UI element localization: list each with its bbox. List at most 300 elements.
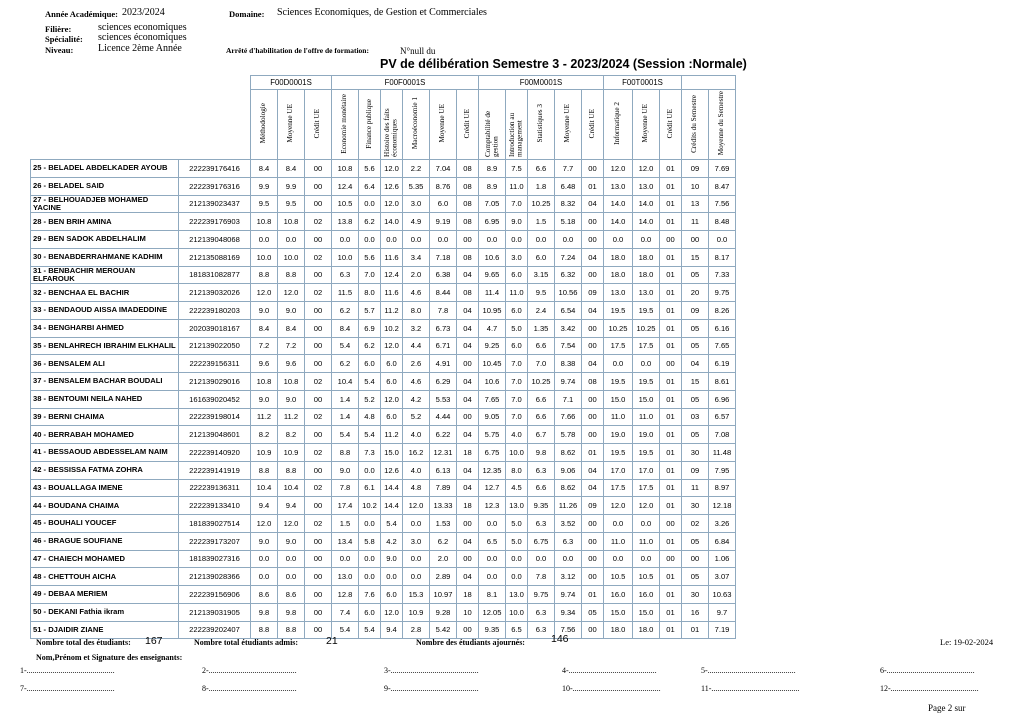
grade-cell: 8.4: [251, 160, 278, 178]
grade-cell: 10.56: [555, 284, 582, 302]
grade-cell: 7.05: [479, 195, 506, 213]
grade-cell: 0.0: [359, 515, 381, 533]
grade-cell: 8.2: [251, 426, 278, 444]
niveau-label: Niveau:: [45, 45, 74, 55]
grade-cell: 0.0: [359, 550, 381, 568]
grade-cell: 0.0: [332, 231, 359, 249]
grade-cell: 6.54: [555, 302, 582, 320]
grade-cell: 11.4: [479, 284, 506, 302]
grade-cell: 18: [457, 497, 479, 515]
student-name: 26 - BELADEL SAID: [31, 177, 179, 195]
grade-cell: 12.3: [479, 497, 506, 515]
table-row: [31, 479, 736, 497]
grade-cell: 0.0: [709, 231, 736, 249]
grade-cell: 5.6: [359, 248, 381, 266]
grade-cell: 11.0: [506, 177, 528, 195]
annee-label: Année Académique:: [45, 9, 118, 19]
grade-cell: 12.05: [479, 603, 506, 621]
grade-cell: 6.2: [332, 355, 359, 373]
grade-cell: 6.3: [555, 532, 582, 550]
grade-cell: 6.3: [528, 603, 555, 621]
grade-cell: 12.4: [381, 266, 403, 284]
grade-cell: 6.57: [709, 408, 736, 426]
grade-cell: 0.0: [604, 550, 633, 568]
grade-cell: 8.4: [278, 319, 305, 337]
table-row: [31, 195, 736, 213]
grade-cell: 00: [457, 355, 479, 373]
student-matricule: 222239133410: [179, 497, 251, 515]
grade-cell: 12.0: [278, 284, 305, 302]
student-name: 36 - BENSALEM ALI: [31, 355, 179, 373]
grade-cell: 5.4: [381, 515, 403, 533]
grade-cell: 13.0: [604, 177, 633, 195]
grade-cell: 13.4: [332, 532, 359, 550]
grade-cell: 0.0: [555, 550, 582, 568]
signature-line: 4-............................................: [562, 666, 657, 675]
grade-cell: 18.0: [604, 621, 633, 639]
table-row: [31, 408, 736, 426]
table-row: [31, 248, 736, 266]
grade-cell: 05: [682, 532, 709, 550]
arrete-label: Arrêté d'habilitation de l'offre de formation:: [226, 46, 369, 55]
table-row: [31, 568, 736, 586]
grade-cell: 7.8: [528, 568, 555, 586]
grade-cell: 1.5: [528, 213, 555, 231]
signature-line: 11-............................................: [701, 684, 800, 693]
grade-cell: 19.5: [633, 302, 660, 320]
grade-cell: 11.2: [381, 426, 403, 444]
grade-cell: 0.0: [604, 515, 633, 533]
grade-cell: 7.2: [278, 337, 305, 355]
grade-cell: 10.0: [278, 248, 305, 266]
grade-cell: 11: [682, 213, 709, 231]
grade-cell: 6.6: [528, 479, 555, 497]
filiere-value: sciences economiques: [98, 22, 187, 33]
signature-line: 3-............................................: [384, 666, 479, 675]
column-header: [709, 90, 736, 160]
grade-cell: 01: [660, 621, 682, 639]
grade-cell: 00: [305, 603, 332, 621]
grade-cell: 16.0: [633, 586, 660, 604]
grade-cell: 8.4: [332, 319, 359, 337]
grade-cell: 08: [457, 160, 479, 178]
grade-cell: 00: [457, 515, 479, 533]
grade-cell: 7.69: [709, 160, 736, 178]
grade-cell: 03: [682, 408, 709, 426]
grade-cell: 2.8: [403, 621, 430, 639]
grade-cell: 12.7: [479, 479, 506, 497]
student-name: 32 - BENCHAA EL BACHIR: [31, 284, 179, 302]
grade-cell: 4.2: [381, 532, 403, 550]
grade-cell: 6.19: [709, 355, 736, 373]
column-header-label: Crédit UE: [462, 108, 471, 139]
grade-cell: 0.0: [555, 231, 582, 249]
grade-cell: 10.9: [403, 603, 430, 621]
grade-cell: 0.0: [506, 231, 528, 249]
grade-cell: 10.8: [332, 160, 359, 178]
grade-cell: 10.8: [251, 373, 278, 391]
grade-cell: 14.0: [604, 213, 633, 231]
column-header-label: Finance publique: [364, 98, 373, 149]
column-header: [457, 90, 479, 160]
grade-cell: 00: [305, 568, 332, 586]
grade-cell: 5.2: [403, 408, 430, 426]
grade-cell: 13.0: [633, 177, 660, 195]
grade-cell: 12.0: [633, 160, 660, 178]
grade-cell: 09: [682, 160, 709, 178]
grade-cell: 8.48: [709, 213, 736, 231]
table-row: [31, 160, 736, 178]
grade-cell: 14.4: [381, 479, 403, 497]
grade-cell: 10.25: [633, 319, 660, 337]
grade-cell: 8.6: [278, 586, 305, 604]
grade-cell: 00: [457, 621, 479, 639]
student-matricule: 212139031905: [179, 603, 251, 621]
grade-cell: 6.9: [359, 319, 381, 337]
grade-cell: 00: [582, 550, 604, 568]
specialite-value: sciences économiques: [98, 32, 187, 43]
grade-cell: 7.8: [332, 479, 359, 497]
grade-cell: 9.05: [479, 408, 506, 426]
grade-cell: 7.08: [709, 426, 736, 444]
grade-cell: 19.5: [633, 373, 660, 391]
grade-cell: 11.5: [332, 284, 359, 302]
grade-cell: 20: [682, 284, 709, 302]
grade-cell: 0.0: [479, 550, 506, 568]
column-header: [506, 90, 528, 160]
grade-cell: 18: [457, 586, 479, 604]
column-header-label: Moyenne UE: [641, 104, 650, 143]
grade-cell: 16: [682, 603, 709, 621]
grade-cell: 3.4: [403, 248, 430, 266]
grade-cell: 18.0: [633, 248, 660, 266]
grade-cell: 8.0: [506, 461, 528, 479]
grade-cell: 05: [682, 568, 709, 586]
grade-cell: 12.0: [403, 497, 430, 515]
grade-cell: 0.0: [479, 568, 506, 586]
grade-cell: 7.0: [528, 355, 555, 373]
grade-cell: 01: [660, 373, 682, 391]
grade-cell: 11.0: [506, 284, 528, 302]
column-header-label: Comptabilité de gestion: [483, 110, 499, 157]
grade-cell: 1.35: [528, 319, 555, 337]
grade-cell: 4.6: [403, 284, 430, 302]
grade-cell: 0.0: [633, 515, 660, 533]
grade-cell: 0.0: [604, 355, 633, 373]
grade-cell: 30: [682, 497, 709, 515]
grade-cell: 12.31: [430, 444, 457, 462]
grade-cell: 9.0: [251, 302, 278, 320]
student-matricule: 212139023437: [179, 195, 251, 213]
grade-cell: 00: [582, 515, 604, 533]
grade-cell: 1.8: [528, 177, 555, 195]
grade-cell: 01: [660, 444, 682, 462]
grade-cell: 12.0: [381, 337, 403, 355]
grade-cell: 4.4: [403, 337, 430, 355]
grade-cell: 00: [660, 550, 682, 568]
grade-cell: 12.0: [381, 390, 403, 408]
student-matricule: 222239198014: [179, 408, 251, 426]
grade-cell: 8.38: [555, 355, 582, 373]
student-matricule: 202039018167: [179, 319, 251, 337]
student-matricule: 222239140920: [179, 444, 251, 462]
grade-cell: 13.0: [604, 284, 633, 302]
grade-cell: 7.6: [359, 586, 381, 604]
grade-cell: 10.8: [278, 213, 305, 231]
grade-cell: 14.0: [633, 195, 660, 213]
grade-cell: 08: [457, 195, 479, 213]
grade-cell: 7.0: [506, 373, 528, 391]
column-header: [359, 90, 381, 160]
grade-cell: 6.7: [528, 426, 555, 444]
domaine-label: Domaine:: [229, 9, 265, 19]
column-header: [660, 90, 682, 160]
grade-cell: 04: [582, 302, 604, 320]
grade-cell: 0.0: [278, 568, 305, 586]
grade-cell: 02: [305, 408, 332, 426]
grade-cell: 0.0: [278, 231, 305, 249]
grade-cell: 0.0: [403, 231, 430, 249]
grade-cell: 10: [682, 177, 709, 195]
grade-cell: 5.4: [332, 337, 359, 355]
grade-cell: 00: [582, 266, 604, 284]
grade-cell: 9.4: [251, 497, 278, 515]
column-header: [381, 90, 403, 160]
grade-cell: 10.2: [381, 319, 403, 337]
grade-cell: 10.25: [528, 373, 555, 391]
grade-cell: 10.8: [278, 373, 305, 391]
table-row: [31, 373, 736, 391]
ajournes-label: Nombre des étudiants ajournés:: [416, 638, 525, 647]
grade-cell: 00: [660, 515, 682, 533]
column-header-label: Moyenne UE: [438, 104, 447, 143]
grade-cell: 4.9: [403, 213, 430, 231]
grade-cell: 10.4: [251, 479, 278, 497]
grade-cell: 05: [682, 319, 709, 337]
grade-cell: 9.8: [528, 444, 555, 462]
grade-cell: 04: [457, 390, 479, 408]
filiere-label: Filière:: [45, 24, 72, 34]
grade-cell: 12.6: [381, 461, 403, 479]
grade-cell: 0.0: [633, 231, 660, 249]
specialite-label: Spécialité:: [45, 34, 83, 44]
student-matricule: 222239176316: [179, 177, 251, 195]
grade-cell: 10.63: [709, 586, 736, 604]
grade-cell: 5.4: [359, 373, 381, 391]
grade-cell: 00: [582, 621, 604, 639]
student-matricule: 212139032026: [179, 284, 251, 302]
grade-cell: 00: [582, 390, 604, 408]
grade-cell: 12.35: [479, 461, 506, 479]
grade-cell: 0.0: [403, 550, 430, 568]
grade-cell: 6.2: [359, 337, 381, 355]
grade-cell: 0.0: [251, 568, 278, 586]
group-header: F00F0001S: [332, 76, 479, 90]
student-name: 40 - BERRABAH MOHAMED: [31, 426, 179, 444]
total-value: 167: [145, 635, 163, 647]
column-header-label: Crédit UE: [313, 108, 322, 139]
grade-cell: 0.0: [633, 550, 660, 568]
grade-cell: 6.0: [381, 586, 403, 604]
student-matricule: 222239176416: [179, 160, 251, 178]
grade-cell: 4.91: [430, 355, 457, 373]
table-row: [31, 266, 736, 284]
grade-cell: 5.2: [359, 390, 381, 408]
grade-cell: 6.2: [430, 532, 457, 550]
column-header: [332, 90, 359, 160]
table-row: [31, 177, 736, 195]
grade-cell: 01: [660, 302, 682, 320]
grade-cell: 04: [457, 568, 479, 586]
grade-cell: 10.5: [604, 568, 633, 586]
blank-cell: [31, 76, 251, 90]
grade-cell: 12.0: [633, 497, 660, 515]
signature-line: 9-............................................: [384, 684, 479, 693]
grade-cell: 00: [305, 266, 332, 284]
grade-cell: 02: [682, 515, 709, 533]
student-matricule: 222239176903: [179, 213, 251, 231]
student-name: 44 - BOUDANA CHAIMA: [31, 497, 179, 515]
grade-cell: 6.84: [709, 532, 736, 550]
grade-cell: 3.07: [709, 568, 736, 586]
column-header-label: Crédit UE: [587, 108, 596, 139]
grade-cell: 9.4: [278, 497, 305, 515]
page-title: PV de délibération Semestre 3 - 2023/2024 (Session :Normale): [380, 57, 747, 71]
grade-cell: 9.9: [251, 177, 278, 195]
grade-cell: 8.61: [709, 373, 736, 391]
grade-cell: 8.8: [251, 266, 278, 284]
grade-cell: 00: [305, 497, 332, 515]
grade-cell: 04: [582, 461, 604, 479]
grade-cell: 19.0: [604, 426, 633, 444]
grade-cell: 3.2: [403, 319, 430, 337]
table-row: [31, 231, 736, 249]
grade-cell: 9.5: [528, 284, 555, 302]
grade-cell: 6.5: [479, 532, 506, 550]
admis-label: Nombre total étudiants admis:: [194, 638, 299, 647]
grade-cell: 00: [305, 160, 332, 178]
student-name: 47 - CHAIECH MOHAMED: [31, 550, 179, 568]
grade-cell: 3.42: [555, 319, 582, 337]
grade-cell: 12.0: [604, 497, 633, 515]
grade-cell: 14.0: [633, 213, 660, 231]
grade-cell: 00: [305, 621, 332, 639]
grade-cell: 18.0: [604, 248, 633, 266]
grade-cell: 4.6: [403, 373, 430, 391]
grade-cell: 4.8: [403, 479, 430, 497]
grade-cell: 6.29: [430, 373, 457, 391]
student-matricule: 222239202407: [179, 621, 251, 639]
grade-cell: 4.0: [506, 426, 528, 444]
grade-cell: 12.0: [381, 195, 403, 213]
grade-cell: 9.34: [555, 603, 582, 621]
grade-cell: 13.0: [506, 586, 528, 604]
grade-cell: 11.2: [251, 408, 278, 426]
grade-cell: 4.8: [359, 408, 381, 426]
grade-cell: 01: [660, 408, 682, 426]
grade-cell: 19.0: [633, 426, 660, 444]
grade-cell: 3.26: [709, 515, 736, 533]
grade-cell: 8.8: [278, 621, 305, 639]
grade-cell: 6.75: [479, 444, 506, 462]
grade-cell: 6.0: [506, 337, 528, 355]
grade-cell: 8.8: [332, 444, 359, 462]
student-name: 33 - BENDAOUD AISSA IMADEDDINE: [31, 302, 179, 320]
grade-cell: 0.0: [359, 461, 381, 479]
grade-cell: 5.7: [359, 302, 381, 320]
grade-cell: 3.12: [555, 568, 582, 586]
column-header: [555, 90, 582, 160]
grade-cell: 2.6: [403, 355, 430, 373]
grade-cell: 14.0: [604, 195, 633, 213]
grade-cell: 11.0: [604, 408, 633, 426]
signature-line: 12-............................................: [880, 684, 979, 693]
grade-cell: 17.5: [633, 479, 660, 497]
grade-cell: 00: [305, 319, 332, 337]
grade-cell: 0.0: [528, 231, 555, 249]
grade-cell: 00: [582, 337, 604, 355]
student-matricule: 222239156311: [179, 355, 251, 373]
grade-cell: 0.0: [381, 568, 403, 586]
grade-cell: 01: [660, 390, 682, 408]
grade-cell: 8.32: [555, 195, 582, 213]
table-row: [31, 426, 736, 444]
group-header: F00M0001S: [479, 76, 604, 90]
grade-cell: 6.73: [430, 319, 457, 337]
grade-cell: 5.0: [506, 532, 528, 550]
blank-cell: [682, 76, 736, 90]
grade-cell: 00: [305, 177, 332, 195]
grade-cell: 14.0: [381, 213, 403, 231]
signature-line: 1-............................................: [20, 666, 115, 675]
grade-cell: 7.0: [359, 266, 381, 284]
grade-cell: 11.0: [633, 408, 660, 426]
grade-cell: 6.3: [528, 515, 555, 533]
grade-cell: 7.0: [506, 355, 528, 373]
grade-cell: 6.0: [506, 266, 528, 284]
column-header: [403, 90, 430, 160]
grade-cell: 10.25: [528, 195, 555, 213]
student-name: 38 - BENTOUMI NEILA NAHED: [31, 390, 179, 408]
grade-cell: 11: [682, 479, 709, 497]
column-header: [604, 90, 633, 160]
grade-cell: 00: [582, 319, 604, 337]
grade-cell: 04: [457, 302, 479, 320]
grade-cell: 00: [305, 550, 332, 568]
grade-cell: 8.8: [251, 461, 278, 479]
grade-cell: 5.78: [555, 426, 582, 444]
grade-cell: 00: [582, 426, 604, 444]
grade-cell: 01: [660, 497, 682, 515]
column-header: [430, 90, 457, 160]
grade-cell: 7.2: [251, 337, 278, 355]
table-row: [31, 355, 736, 373]
grade-cell: 9.75: [528, 586, 555, 604]
student-name: 35 - BENLAHRECH IBRAHIM ELKHALIL: [31, 337, 179, 355]
grade-cell: 6.3: [332, 266, 359, 284]
student-name: 50 - DEKANI Fathia ikram: [31, 603, 179, 621]
grade-cell: 04: [457, 426, 479, 444]
student-name: 49 - DEBAA MERIEM: [31, 586, 179, 604]
grade-cell: 00: [682, 550, 709, 568]
grade-cell: 18: [457, 444, 479, 462]
grade-cell: 6.6: [528, 160, 555, 178]
grade-cell: 01: [660, 586, 682, 604]
grade-cell: 00: [305, 355, 332, 373]
grade-cell: 5.4: [332, 621, 359, 639]
grade-cell: 01: [660, 195, 682, 213]
grade-cell: 9.74: [555, 373, 582, 391]
